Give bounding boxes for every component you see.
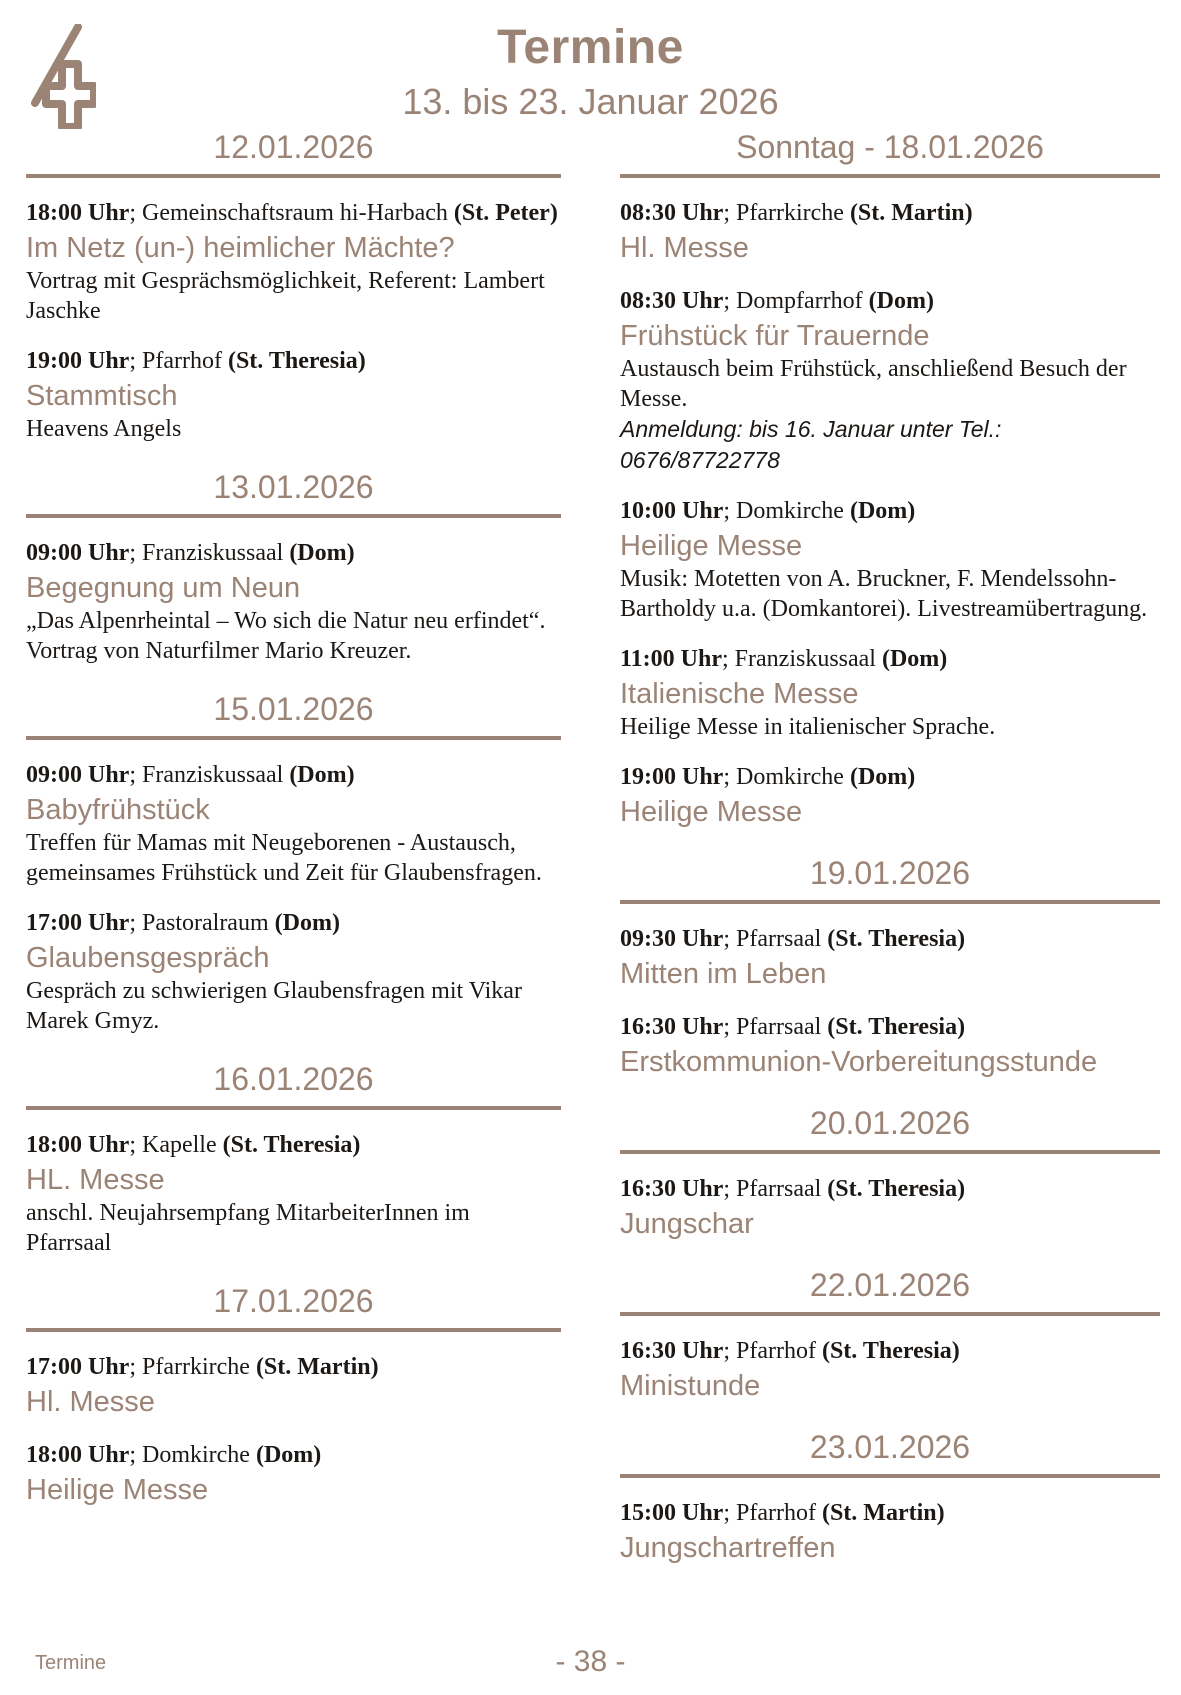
event-item — [620, 1336, 1160, 1404]
event-heading: 10:00 Uhr; Domkirche (Dom) — [620, 498, 916, 524]
event-item — [26, 538, 561, 666]
event-heading: 16:30 Uhr; Pfarrhof (St. Theresia) — [620, 1338, 960, 1364]
event-venue: (Dom) — [881, 646, 948, 672]
date-section — [26, 128, 561, 444]
event-heading: 17:00 Uhr; Pfarrkirche (St. Martin) — [26, 1354, 379, 1380]
event-heading: 18:00 Uhr; Gemeinschaftsraum hi-Harbach (St. Peter) — [26, 200, 558, 226]
event-title: Glaubensgespräch — [26, 942, 270, 974]
date-section — [620, 854, 1160, 1080]
event-note: Anmeldung: bis 16. Januar unter Tel.: 0676/87722778 — [620, 416, 1002, 473]
date-section — [620, 1266, 1160, 1404]
date-header: 22.01.2026 — [620, 1266, 1160, 1316]
event-title: Frühstück für Trauernde — [620, 320, 930, 352]
event-title: Hl. Messe — [26, 1386, 155, 1418]
event-heading: 18:00 Uhr; Domkirche (Dom) — [26, 1442, 322, 1468]
event-title: Italienische Messe — [620, 678, 859, 710]
event-venue: (St. Peter) — [453, 200, 558, 226]
event-heading: 09:00 Uhr; Franziskussaal (Dom) — [26, 762, 355, 788]
event-item — [26, 1352, 561, 1420]
event-venue: (St. Theresia) — [821, 1338, 960, 1364]
event-time: 16:30 Uhr — [620, 1338, 724, 1364]
event-title: Jungschar — [620, 1208, 754, 1240]
event-venue: (St. Martin) — [849, 200, 973, 226]
date-section — [620, 1104, 1160, 1242]
date-section — [26, 1282, 561, 1508]
event-time: 19:00 Uhr — [26, 348, 130, 374]
event-item — [620, 762, 1160, 830]
event-description: Austausch beim Frühstück, anschließend Besuch der Messe. — [620, 356, 1127, 412]
event-time: 15:00 Uhr — [620, 1500, 724, 1526]
event-time: 10:00 Uhr — [620, 498, 724, 524]
event-heading: 18:00 Uhr; Kapelle (St. Theresia) — [26, 1132, 361, 1158]
events-column-left — [26, 128, 561, 1528]
event-heading: 19:00 Uhr; Domkirche (Dom) — [620, 764, 916, 790]
event-description: „Das Alpenrheintal – Wo sich die Natur neu erfindet“. Vortrag von Naturfilmer Mario Kreuzer. — [26, 608, 546, 664]
event-time: 08:30 Uhr — [620, 288, 724, 314]
footer-section-label: Termine — [35, 1652, 107, 1674]
event-heading: 08:30 Uhr; Dompfarrhof (Dom) — [620, 288, 934, 314]
page-number: - 38 - — [555, 1645, 626, 1678]
event-title: Hl. Messe — [620, 232, 749, 264]
event-venue: (St. Martin) — [821, 1500, 945, 1526]
event-description: Heavens Angels — [26, 416, 182, 442]
event-heading: 15:00 Uhr; Pfarrhof (St. Martin) — [620, 1500, 945, 1526]
event-title: Erstkommunion-Vorbereitungsstunde — [620, 1046, 1098, 1078]
event-item — [620, 924, 1160, 992]
date-header: 12.01.2026 — [26, 128, 561, 178]
date-header: 13.01.2026 — [26, 468, 561, 518]
event-time: 11:00 Uhr — [620, 646, 722, 672]
event-time: 16:30 Uhr — [620, 1176, 724, 1202]
event-description: Vortrag mit Gesprächsmöglichkeit, Referent: Lambert Jaschke — [26, 268, 545, 324]
event-venue: (St. Theresia) — [222, 1132, 361, 1158]
event-title: Ministunde — [620, 1370, 761, 1402]
event-title: Begegnung um Neun — [26, 572, 301, 604]
date-header: 16.01.2026 — [26, 1060, 561, 1110]
event-time: 18:00 Uhr — [26, 200, 130, 226]
event-title: Jungschartreffen — [620, 1532, 836, 1564]
event-heading: 16:30 Uhr; Pfarrsaal (St. Theresia) — [620, 1014, 966, 1040]
event-title: Heilige Messe — [26, 1474, 209, 1506]
event-venue: (Dom) — [868, 288, 934, 314]
event-venue: (Dom) — [849, 764, 916, 790]
date-header: Sonntag - 18.01.2026 — [620, 128, 1160, 178]
event-title: HL. Messe — [26, 1164, 165, 1196]
date-section — [620, 128, 1160, 830]
event-time: 19:00 Uhr — [620, 764, 724, 790]
event-item — [620, 1498, 1160, 1566]
event-heading: 16:30 Uhr; Pfarrsaal (St. Theresia) — [620, 1176, 966, 1202]
event-item — [26, 908, 561, 1036]
event-venue: (St. Theresia) — [827, 926, 966, 952]
date-section — [26, 690, 561, 1036]
event-title: Stammtisch — [26, 380, 178, 412]
date-section — [26, 1060, 561, 1258]
event-heading: 09:30 Uhr; Pfarrsaal (St. Theresia) — [620, 926, 966, 952]
event-title: Heilige Messe — [620, 530, 803, 562]
event-item — [620, 496, 1160, 624]
event-time: 09:00 Uhr — [26, 762, 130, 788]
event-venue: (Dom) — [289, 762, 355, 788]
event-description: Musik: Motetten von A. Bruckner, F. Mendelssohn-Bartholdy u.a. (Domkantorei). Livestreamübertragung. — [620, 566, 1148, 622]
event-heading: 17:00 Uhr; Pastoralraum (Dom) — [26, 910, 340, 936]
event-item — [620, 1174, 1160, 1242]
event-venue: (Dom) — [255, 1442, 322, 1468]
event-title: Mitten im Leben — [620, 958, 827, 990]
event-title: Heilige Messe — [620, 796, 803, 828]
date-section — [620, 1428, 1160, 1566]
event-title: Im Netz (un-) heimlicher Mächte? — [26, 232, 455, 264]
event-venue: (St. Theresia) — [827, 1014, 966, 1040]
event-venue: (St. Theresia) — [827, 1176, 966, 1202]
event-description: Heilige Messe in italienischer Sprache. — [620, 714, 996, 740]
event-item — [620, 1012, 1160, 1080]
event-heading: 08:30 Uhr; Pfarrkirche (St. Martin) — [620, 200, 973, 226]
event-venue: (Dom) — [289, 540, 355, 566]
date-header: 15.01.2026 — [26, 690, 561, 740]
event-time: 17:00 Uhr — [26, 1354, 130, 1380]
events-content — [26, 128, 1160, 1586]
event-time: 18:00 Uhr — [26, 1132, 130, 1158]
event-description: anschl. Neujahrsempfang MitarbeiterInnen im Pfarrsaal — [26, 1200, 470, 1256]
event-description: Treffen für Mamas mit Neugeborenen - Austausch, gemeinsames Frühstück und Zeit für Glaubensfragen. — [26, 830, 542, 886]
event-item — [26, 198, 561, 326]
event-time: 17:00 Uhr — [26, 910, 130, 936]
event-venue: (St. Martin) — [255, 1354, 379, 1380]
event-venue: (Dom) — [849, 498, 916, 524]
date-header: 23.01.2026 — [620, 1428, 1160, 1478]
date-section — [26, 468, 561, 666]
event-time: 18:00 Uhr — [26, 1442, 130, 1468]
event-item — [26, 346, 561, 444]
event-item — [26, 1130, 561, 1258]
event-item — [620, 644, 1160, 742]
event-title: Babyfrühstück — [26, 794, 210, 826]
event-time: 09:00 Uhr — [26, 540, 130, 566]
event-time: 09:30 Uhr — [620, 926, 724, 952]
event-item — [26, 1440, 561, 1508]
events-column-right — [620, 128, 1160, 1586]
page-subtitle: 13. bis 23. Januar 2026 — [402, 81, 779, 122]
event-venue: (Dom) — [274, 910, 340, 936]
date-header: 20.01.2026 — [620, 1104, 1160, 1154]
date-header: 17.01.2026 — [26, 1282, 561, 1332]
date-header: 19.01.2026 — [620, 854, 1160, 904]
event-venue: (St. Theresia) — [227, 348, 366, 374]
event-time: 16:30 Uhr — [620, 1014, 724, 1040]
page-header — [0, 20, 1181, 124]
event-heading: 11:00 Uhr; Franziskussaal (Dom) — [620, 646, 948, 672]
event-item — [620, 198, 1160, 266]
event-item — [620, 286, 1160, 476]
event-description: Gespräch zu schwierigen Glaubensfragen mit Vikar Marek Gmyz. — [26, 978, 522, 1034]
event-heading: 19:00 Uhr; Pfarrhof (St. Theresia) — [26, 348, 366, 374]
event-item — [26, 760, 561, 888]
page-title: Termine — [497, 21, 684, 74]
event-time: 08:30 Uhr — [620, 200, 724, 226]
event-heading: 09:00 Uhr; Franziskussaal (Dom) — [26, 540, 355, 566]
